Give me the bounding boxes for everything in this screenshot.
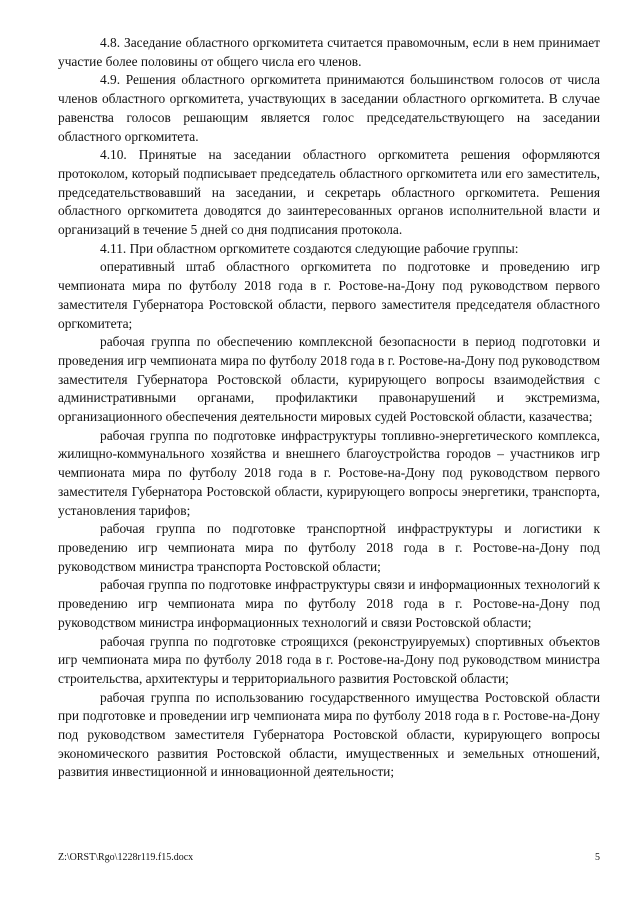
list-item-security-group: рабочая группа по обеспечению комплексной безопасности в период подготовки и проведения игр чемпионата мира по футболу 2018 года в г. Ростове-на-Дону под руководством заместителя Губернатора Ростовской области, курирующего вопросы взаимодействия с административными органами, профилактики правонарушений и экстремизма, организационного обеспечения деятельности мировых судей Ростовской области, казачества; xyxy=(58,334,600,425)
list-item-construction-group: рабочая группа по подготовке строящихся (реконструируемых) спортивных объектов игр чемпионата мира по футболу 2018 года в г. Ростове-на-Дону под руководством министра строительства, архитектуры и территориального развития Ростовской области; xyxy=(58,633,600,686)
paragraph-4-9: 4.9. Решения областного оргкомитета принимаются большинством голосов от числа членов областного оргкомитета, участвующих в заседании областного оргкомитета. В случае равенства голосов решающим является голос председательствующего на заседании областного оргкомитета. xyxy=(58,72,600,144)
paragraph-4-10: 4.10. Принятые на заседании областного оргкомитета решения оформляются протоколом, который подписывает председатель областного оргкомитета или его заместитель, председательствовавший на заседании, и секретарь областного оргкомитета. Решения областного оргкомитета доводятся до заинтересованных органов исполнительной власти и организаций в течение 5 дней со дня подписания протокола. xyxy=(58,147,600,238)
list-item-operational-staff: оперативный штаб областного оргкомитета по подготовке и проведению игр чемпионата мира по футболу 2018 года в г. Ростове-на-Дону под руководством первого заместителя Губернатора Ростовской области, первого заместителя председателя областного оргкомитета; xyxy=(58,259,600,331)
page-number: 5 xyxy=(595,852,600,863)
list-item-energy-group: рабочая группа по подготовке инфраструктуры топливно-энергетического комплекса, жилищно-коммунального хозяйства и внешнего благоустройства городов – участников игр чемпионата мира по футболу 2018 года в г. Ростове-на-Дону под руководством первого заместителя Губернатора Ростовской области, курирующего вопросы энергетики, транспорта, установления тарифов; xyxy=(58,427,600,518)
paragraph-4-11: 4.11. При областном оргкомитете создаются следующие рабочие группы: xyxy=(100,240,519,256)
document-body xyxy=(58,34,600,782)
list-item-property-group: рабочая группа по использованию государственного имущества Ростовской области при подготовке и проведении игр чемпионата мира по футболу 2018 года в г. Ростове-на-Дону под руководством заместителя Губернатора Ростовской области, курирующего вопросы экономического развития Ростовской области, имущественных и земельных отношений, развития инвестиционной и инновационной деятельности; xyxy=(58,689,600,780)
list-item-transport-group: рабочая группа по подготовке транспортной инфраструктуры и логистики к проведению игр чемпионата мира по футболу 2018 года в г. Ростове-на-Дону под руководством министра транспорта Ростовской области; xyxy=(58,521,600,574)
footer-file-path: Z:\ORST\Rgo\1228r119.f15.docx xyxy=(58,852,194,863)
list-item-communications-group: рабочая группа по подготовке инфраструктуры связи и информационных технологий к проведению игр чемпионата мира по футболу 2018 года в г. Ростове-на-Дону под руководством министра информационных технологий и связи Ростовской области; xyxy=(58,577,600,630)
paragraph-4-8: 4.8. Заседание областного оргкомитета считается правомочным, если в нем принимает участие более половины от общего числа его членов. xyxy=(58,35,600,69)
